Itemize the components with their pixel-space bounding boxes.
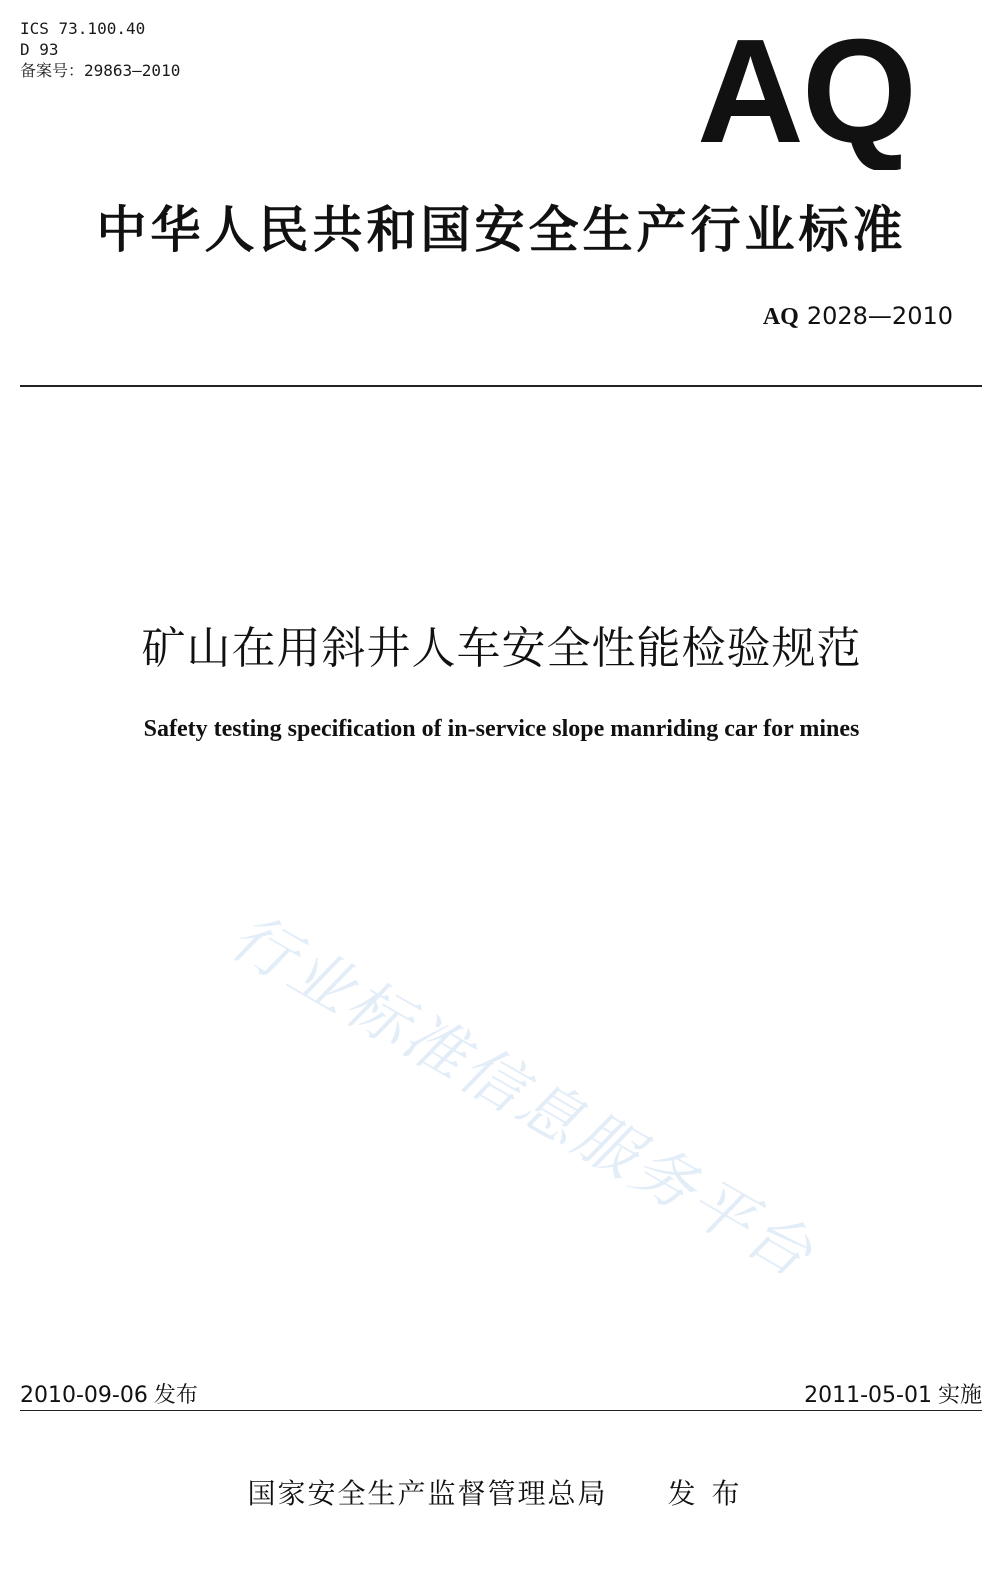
standard-code-number: 2028—2010 (806, 302, 953, 330)
standard-code (763, 302, 953, 331)
issue-date-label: 发布 (153, 1383, 198, 1408)
implement-date (804, 1378, 982, 1409)
bottom-divider (20, 1410, 982, 1411)
implement-date-label: 实施 (937, 1383, 982, 1408)
header-meta (20, 18, 180, 81)
issuer-action: 发布 (667, 1477, 756, 1510)
issuer (0, 1472, 1003, 1512)
issue-date (20, 1378, 198, 1409)
page-title: 中华人民共和国安全生产行业标准 (96, 201, 907, 259)
issue-date-value: 2010-09-06 (20, 1383, 148, 1408)
document-title-zh: 矿山在用斜井人车安全性能检验规范 (141, 623, 862, 674)
top-divider (20, 385, 982, 387)
issuer-name: 国家安全生产监督管理总局 (247, 1477, 608, 1510)
ics-code: ICS 73.100.40 (20, 19, 146, 38)
aq-logo (686, 10, 926, 170)
record-number: 备案号：29863—2010 (20, 61, 181, 80)
standard-code-prefix: AQ (762, 304, 799, 330)
document-title-en: Safety testing specification of in-service slope manriding car for mines (143, 716, 860, 742)
watermark: 行业标准信息服务平台 (219, 899, 828, 1293)
svg-text:AQ: AQ (697, 10, 915, 170)
implement-date-value: 2011-05-01 (804, 1383, 932, 1408)
category-code: D 93 (20, 40, 59, 59)
